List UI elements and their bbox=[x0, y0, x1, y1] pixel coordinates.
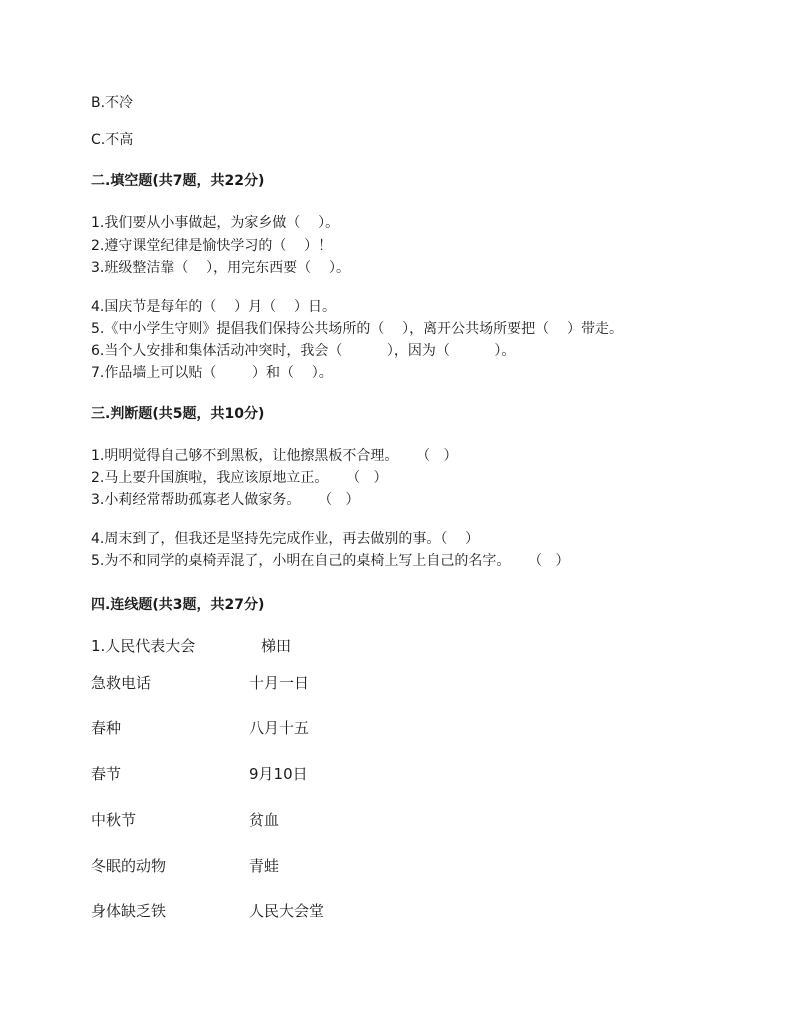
match-right-item: 梯田 bbox=[261, 637, 292, 655]
match-left-item: 春节 bbox=[91, 765, 122, 783]
match-right-item: 青蛙 bbox=[249, 857, 280, 875]
match-right-item: 十月一日 bbox=[249, 674, 310, 692]
option-b: B.不冷 bbox=[91, 95, 134, 111]
fill-in-item: 2.遵守课堂纪律是愉快学习的（ ）！ bbox=[91, 238, 333, 254]
section-heading-fill-in: 二.填空题(共7题，共22分) bbox=[91, 173, 265, 189]
match-left-item: 1.人民代表大会 bbox=[91, 637, 196, 655]
match-left-item: 中秋节 bbox=[91, 811, 137, 829]
match-right-item: 八月十五 bbox=[249, 719, 310, 737]
match-right-item: 9月10日 bbox=[249, 765, 308, 783]
judgement-item: 5.为不和同学的桌椅弄混了，小明在自己的桌椅上写上自己的名字。 （ ） bbox=[91, 553, 570, 569]
fill-in-item: 5.《中小学生守则》提倡我们保持公共场所的（ ），离开公共场所要把（ ）带走。 bbox=[91, 321, 623, 337]
section-heading-judgement: 三.判断题(共5题，共10分) bbox=[91, 406, 265, 422]
match-left-item: 春种 bbox=[91, 719, 122, 737]
fill-in-item: 1.我们要从小事做起，为家乡做（ ）。 bbox=[91, 215, 340, 231]
judgement-item: 4.周末到了，但我还是坚持先完成作业，再去做别的事。（ ） bbox=[91, 531, 480, 547]
fill-in-item: 3.班级整洁靠（ ），用完东西要（ ）。 bbox=[91, 260, 350, 276]
judgement-item: 2.马上要升国旗啦，我应该原地立正。 （ ） bbox=[91, 470, 388, 486]
fill-in-item: 6.当个人安排和集体活动冲突时，我会（ ），因为（ ）。 bbox=[91, 343, 516, 359]
match-right-item: 贫血 bbox=[249, 811, 280, 829]
fill-in-item: 4.国庆节是每年的（ ）月（ ）日。 bbox=[91, 299, 336, 315]
judgement-item: 3.小莉经常帮助孤寡老人做家务。 （ ） bbox=[91, 492, 360, 508]
fill-in-item: 7.作品墙上可以贴（ ）和（ ）。 bbox=[91, 365, 333, 381]
judgement-item: 1.明明觉得自己够不到黑板，让他擦黑板不合理。 （ ） bbox=[91, 448, 458, 464]
section-heading-matching: 四.连线题(共3题，共27分) bbox=[91, 597, 265, 613]
match-left-item: 急救电话 bbox=[91, 674, 152, 692]
match-right-item: 人民大会堂 bbox=[249, 902, 325, 920]
match-left-item: 身体缺乏铁 bbox=[91, 902, 167, 920]
option-c: C.不高 bbox=[91, 132, 134, 148]
match-left-item: 冬眠的动物 bbox=[91, 857, 167, 875]
